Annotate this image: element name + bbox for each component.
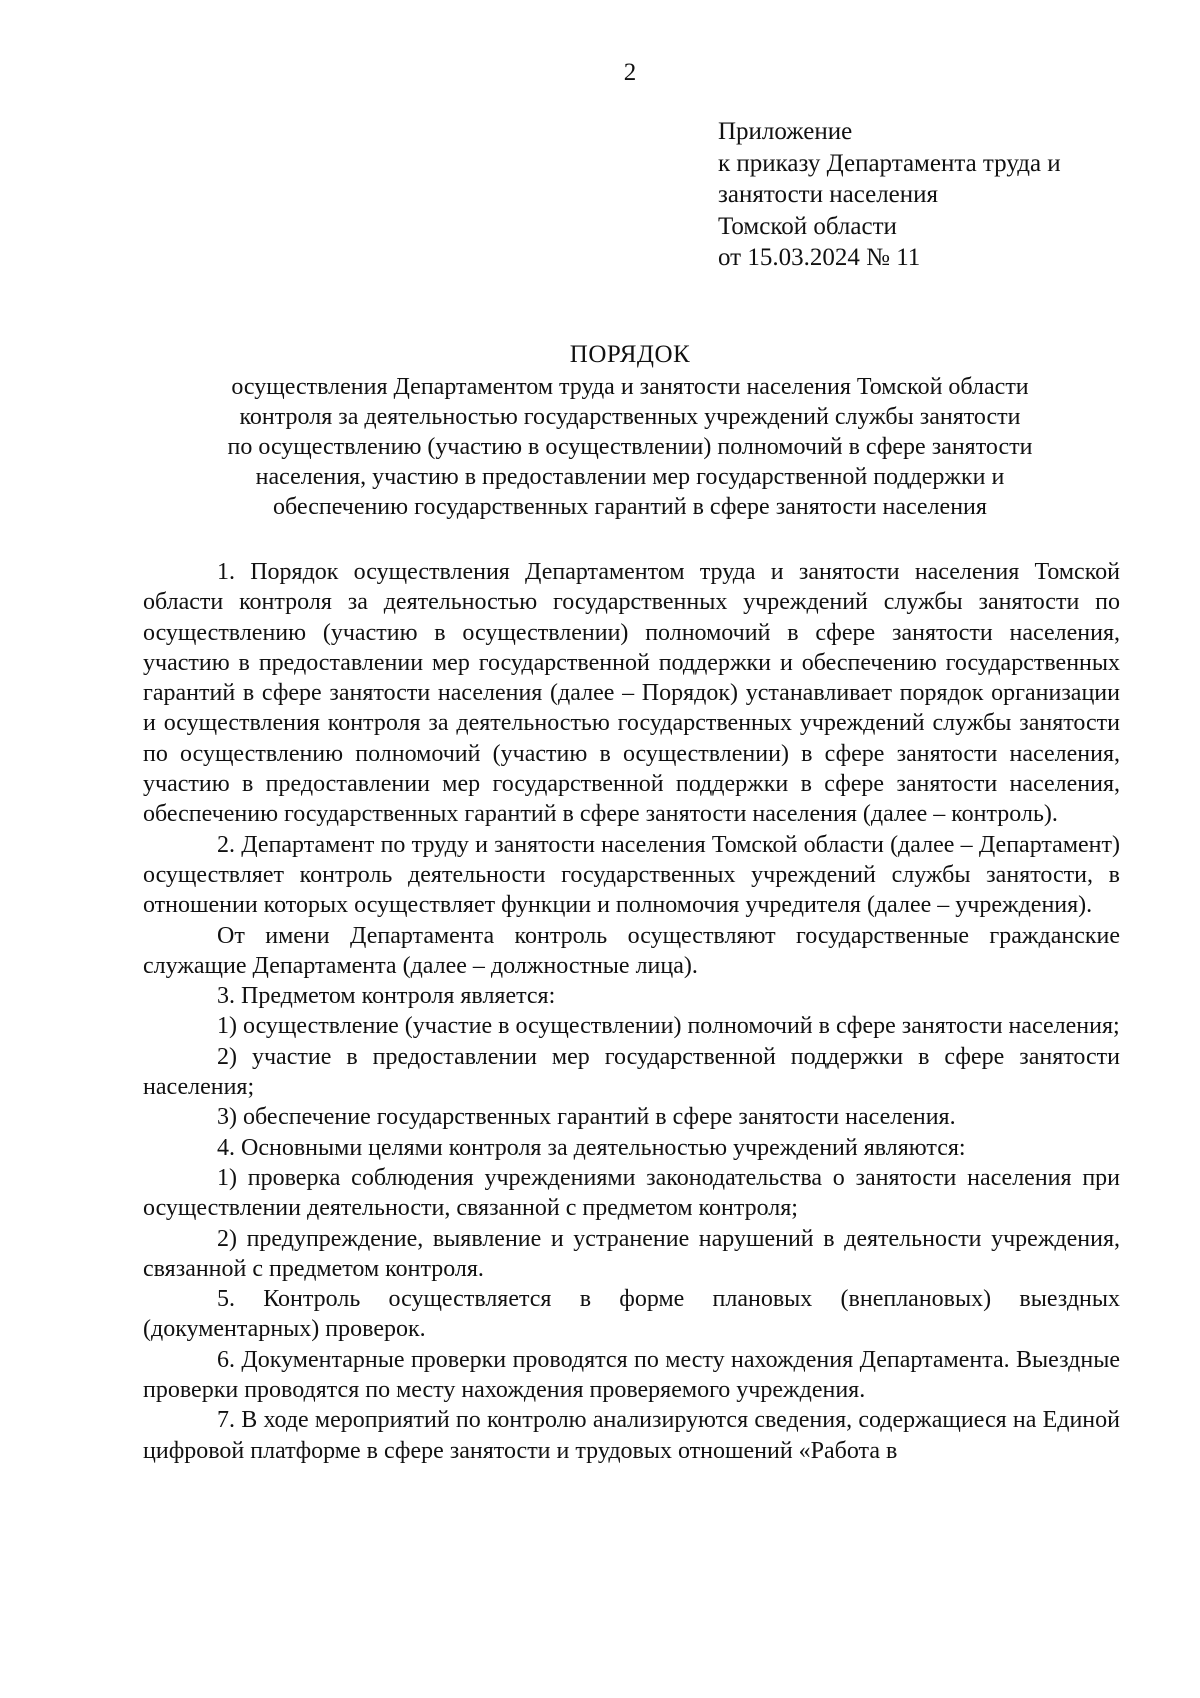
paragraph-5: 5. Контроль осуществляется в форме плановых (внеплановых) выездных (документарных) проверок. xyxy=(143,1286,1120,1343)
paragraph-2-officials: От имени Департамента контроль осуществляют государственные гражданские служащие Департамента (далее – должностные лица). xyxy=(143,922,1120,979)
paragraph-3-item-1: 1) осуществление (участие в осуществлении) полномочий в сфере занятости населения; xyxy=(217,1013,1120,1040)
subtitle-line: осуществления Департаментом труда и занятости населения Томской области xyxy=(231,374,1029,400)
page-number: 2 xyxy=(623,59,637,86)
paragraph-3-item-3: 3) обеспечение государственных гарантий в сфере занятости населения. xyxy=(217,1104,956,1131)
paragraph-1: 1. Порядок осуществления Департаментом труда и занятости населения Томской области контроля за деятельностью государственных учреждений службы занятости по осуществлению (участию в осуществлении) полномочий в сфере занятости населения, участию в предоставлении мер государственной поддержки и обеспечению государственных гарантий в сфере занятости населения (далее – Порядок) устанавливает порядок организации и осуществления контроля за деятельностью государственных учреждений службы занятости по осуществлению полномочий (участию в осуществлении) в сфере занятости населения, участию в предоставлении мер государственной поддержки в сфере занятости населения, обеспечению государственных гарантий в сфере занятости населения (далее – контроль). xyxy=(143,559,1120,828)
paragraph-2: 2. Департамент по труду и занятости населения Томской области (далее – Департамент) осуществляет контроль деятельности государственных учреждений службы занятости, в отношении которых осуществляет функции и полномочия учредителя (далее – учреждения). xyxy=(143,831,1120,919)
subtitle-line: контроля за деятельностью государственных учреждений службы занятости xyxy=(239,404,1021,430)
document-body xyxy=(143,557,1120,1466)
paragraph-6: 6. Документарные проверки проводятся по месту нахождения Департамента. Выездные проверки проводятся по месту нахождения проверяемого учреждения. xyxy=(143,1346,1120,1404)
appendix-line: Томской области xyxy=(718,212,897,240)
paragraph-7: 7. В ходе мероприятий по контролю анализируются сведения, содержащиеся на Единой цифровой платформе в сфере занятости и трудовых отношений «Работа в xyxy=(143,1407,1120,1464)
subtitle-line: обеспечению государственных гарантий в сфере занятости населения xyxy=(273,494,987,520)
paragraph-3-item-2: 2) участие в предоставлении мер государственной поддержки в сфере занятости населения; xyxy=(143,1043,1120,1101)
appendix-line: Приложение xyxy=(718,118,853,145)
appendix-line: от 15.03.2024 № 11 xyxy=(718,244,921,271)
subtitle-line: по осуществлению (участию в осуществлении) полномочий в сфере занятости xyxy=(227,434,1033,460)
appendix-line: к приказу Департамента труда и xyxy=(718,149,1061,177)
paragraph-4: 4. Основными целями контроля за деятельностью учреждений являются: xyxy=(217,1134,966,1161)
appendix-line: занятости населения xyxy=(718,181,939,208)
paragraph-4-item-2: 2) предупреждение, выявление и устранение нарушений в деятельности учреждения, связанной с предметом контроля. xyxy=(143,1225,1120,1282)
document-title: ПОРЯДОК xyxy=(569,341,691,368)
document-title-block xyxy=(140,340,1120,522)
paragraph-4-item-1: 1) проверка соблюдения учреждениями законодательства о занятости населения при осуществлении деятельности, связанной с предметом контроля; xyxy=(143,1164,1120,1222)
subtitle-line: населения, участию в предоставлении мер государственной поддержки и xyxy=(255,464,1005,490)
appendix-header xyxy=(718,116,1138,274)
paragraph-3: 3. Предметом контроля является: xyxy=(217,983,556,1010)
